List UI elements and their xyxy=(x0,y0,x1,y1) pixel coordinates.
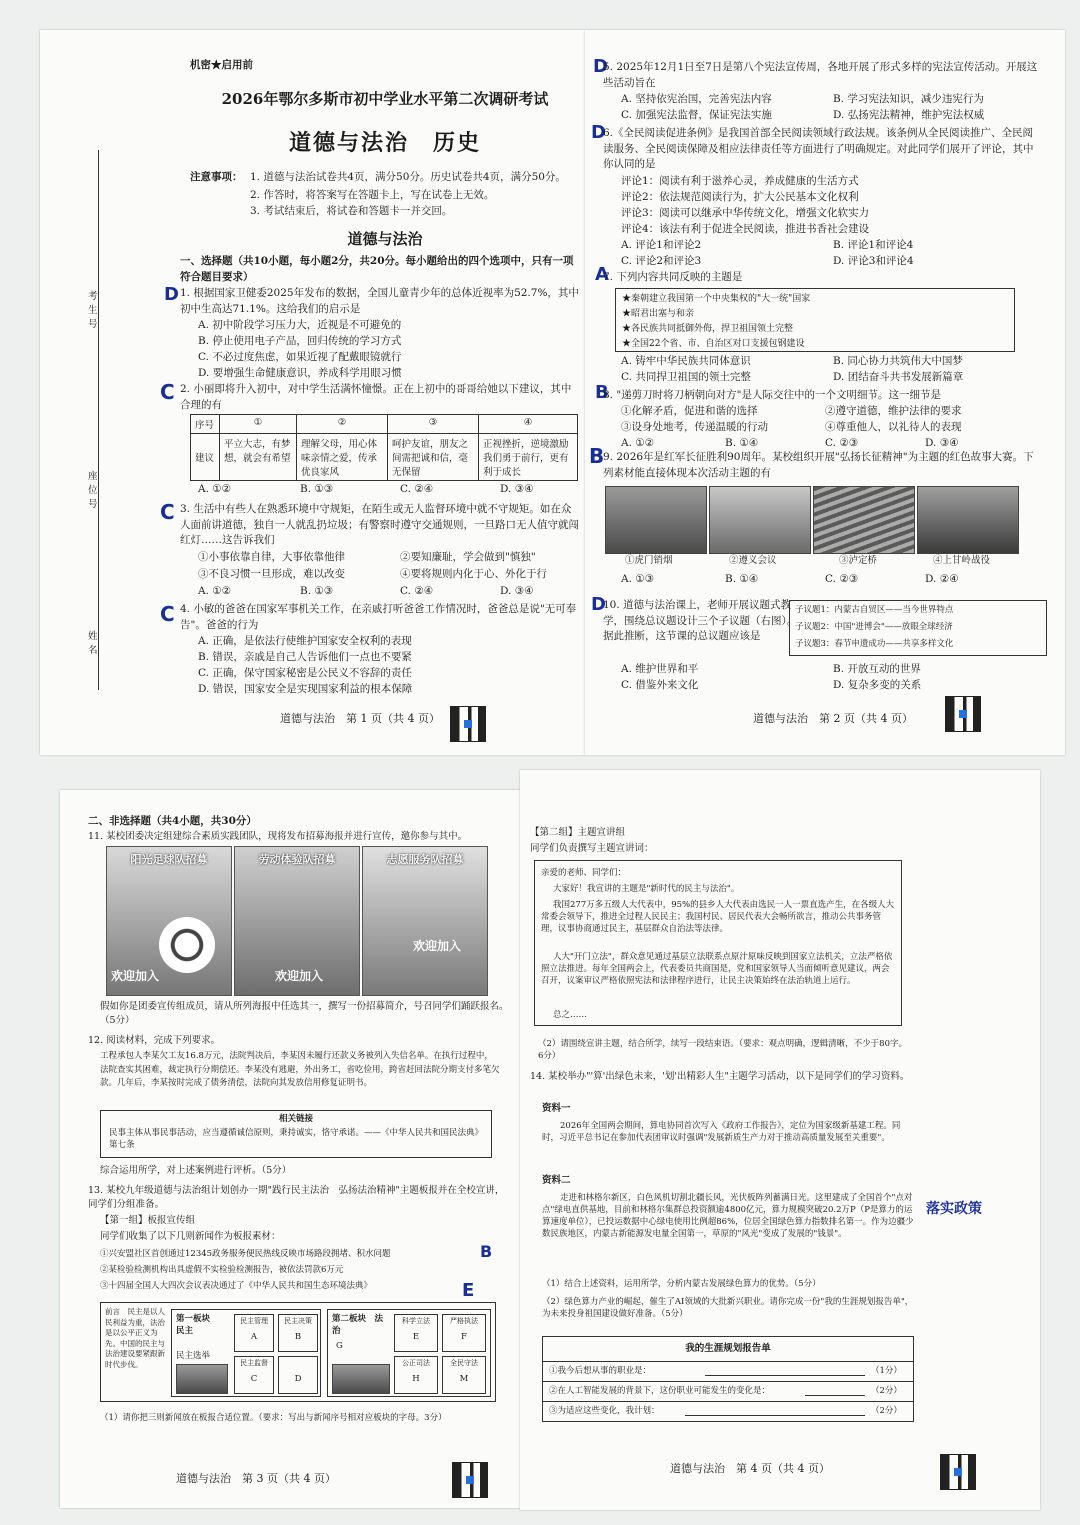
handwritten-mark: C xyxy=(160,602,175,626)
board1-cell xyxy=(278,1356,318,1394)
q13-stem: 13. 某校九年级道德与法治组计划创办一期"践行民主法治 弘扬法治精神"主题板报并在全校宣讲，同学们分组准备。 xyxy=(88,1185,505,1210)
q5-option-c: C. 加强宪法监督，保证宪法实施 xyxy=(621,109,772,121)
q1-option-c: C. 不必过度焦虑，如果近视了配戴眼镜就行 xyxy=(198,351,402,363)
q4-stem: 4. 小敏的爸爸在国家军事机关工作，在亲戚打听爸爸工作情况时，爸爸总是说"无可奉告"。爸爸的行为 xyxy=(180,603,577,631)
exam-page-2 xyxy=(585,30,1065,755)
q12-link-box xyxy=(100,1110,492,1158)
q2-table xyxy=(190,414,578,481)
handwritten-mark: B xyxy=(595,382,609,403)
q13-task2: （2）请围绕宣讲主题，结合所学，续写一段结束语。（要求：观点明确，逻辑清晰，不少于80字。6分） xyxy=(538,1039,907,1061)
q10-sub-2: 子议题2：中国"进博会"——放眼全球经济 xyxy=(795,622,953,632)
poster-title: 志愿服务队招募 xyxy=(386,853,464,866)
board1-title: 第一板块 民主 xyxy=(176,1314,219,1336)
q2-option-d: D. ③④ xyxy=(500,483,534,495)
q3-stem: 3. 生活中有些人在熟悉环境中守规矩，在陌生或无人监督环境中就不守规矩。如在众人面前讲道德，独自一人就乱扔垃圾；有警察时遵守交通规则，一旦路口无人值守就闯红灯……这告诉我们 xyxy=(180,503,579,546)
q4-option-b: B. 错误，亲戚是自己人告诉他们一点也不要紧 xyxy=(198,651,412,663)
q2-option-b: B. ①③ xyxy=(300,483,334,495)
board1-cell-letter: A xyxy=(250,1332,258,1342)
photo-humen xyxy=(605,486,707,554)
page-footer: 道德与法治 第 4 页（共 4 页） xyxy=(670,1462,830,1475)
board2-cell xyxy=(442,1356,486,1394)
page-footer: 道德与法治 第 2 页（共 4 页） xyxy=(753,712,913,725)
speech-line-0: 亲爱的老师、同学们： xyxy=(541,868,627,878)
q10-option-c: C. 借鉴外来文化 xyxy=(621,679,699,691)
q9-option-d: D. ②④ xyxy=(925,573,959,585)
side-label-name: 姓名 xyxy=(88,631,98,656)
photo-shangganling xyxy=(917,486,1019,554)
speech-box xyxy=(534,860,902,1026)
material1-text: 2026年全国两会期间，算电协同首次写入《政府工作报告》，定位为国家级新基建工程。同时，习近平总书记在参加代表团审议时强调"发展新质生产力对于推动高质量发展至关重要"。 xyxy=(542,1121,901,1143)
q8-option-a: A. ①② xyxy=(621,437,655,449)
poster-football xyxy=(106,846,232,996)
board2-cell-letter: G xyxy=(336,1341,343,1351)
board1-photo xyxy=(176,1364,228,1394)
q12-text: 工程承包人李某欠工友16.8万元，法院判决后，李某因未履行还款义务被列入失信名单。在执行过程中，法院查实其困难，裁定执行分期偿还。李某没有逃避，外出务工，省吃俭用，跨省赶回法院分期支付多笔欠款。几年后，李某按时完成了债务清偿，法院向其发放信用修复证明书。 xyxy=(100,1051,500,1088)
q13-task1: （1）请你把三则新闻放在板报合适位置。（要求：写出与新闻序号相对应板块的字母。3分） xyxy=(100,1413,447,1423)
q2-row-label: 建议 xyxy=(191,434,220,481)
part2-heading: 二、非选择题（共4小题，共30分） xyxy=(88,815,257,827)
handwritten-mark: D xyxy=(591,594,606,615)
q2-option-c: C. ②④ xyxy=(400,483,434,495)
q1-stem: 1. 根据国家卫健委2025年发布的数据，全国儿童青少年的总体近视率为52.7%，其中初中生高达71.1%。这给我们的启示是 xyxy=(180,287,579,315)
q12-link-title: 相关链接 xyxy=(278,1114,313,1124)
board2-cell-label: 科学立法 xyxy=(402,1317,430,1325)
q12-task: 综合运用所学，对上述案例进行评析。（5分） xyxy=(100,1165,292,1176)
q11-stem: 11. 某校团委决定组建综合素质实践团队，现将发布招募海报并进行宣传，邀你参与其中。 xyxy=(88,831,468,842)
report-row-2-answer[interactable] xyxy=(805,1395,865,1396)
q9-caption-4: ④上甘岭战役 xyxy=(933,555,991,566)
q8-option-b: B. ①④ xyxy=(725,437,759,449)
group2-intro: 同学们负责撰写主题宣讲词： xyxy=(530,843,654,854)
q2-head-4: ④ xyxy=(479,415,578,434)
poster-welcome: 欢迎加入 xyxy=(413,939,462,953)
q11-task: 假如你是团委宣传组成员，请从所列海报中任选其一，撰写一份招募简介，号召同学们踊跃报名。（5分） xyxy=(100,1001,509,1026)
q7-option-b: B. 同心协力共筑伟大中国梦 xyxy=(833,355,963,367)
board2-cell-letter: F xyxy=(461,1332,467,1342)
q10-option-d: D. 复杂多变的关系 xyxy=(833,679,922,691)
board1-cell-letter: C xyxy=(250,1374,258,1384)
speech-line-1: 大家好！我宣讲的主题是"新时代的民主与法治"。 xyxy=(553,884,740,894)
q5-option-d: D. 弘扬宪法精神，维护宪法权威 xyxy=(833,109,985,121)
binding-line xyxy=(98,150,99,690)
q5-option-b: B. 学习宪法知识，减少违宪行为 xyxy=(833,93,984,105)
report-divider xyxy=(543,1401,913,1402)
q6-option-c: C. 评论2和评论3 xyxy=(621,255,702,267)
q6-option-a: A. 评论1和评论2 xyxy=(621,239,702,251)
q9-caption-2: ②遵义会议 xyxy=(729,555,777,566)
q8-item-2: ②遵守道德，维护法律的要求 xyxy=(825,405,962,417)
q3-option-b: B. ①③ xyxy=(300,585,334,597)
board1-cell xyxy=(234,1356,274,1394)
q2-head-3: ③ xyxy=(388,415,479,434)
q1-option-a: A. 初中阶段学习压力大，近视是不可避免的 xyxy=(198,319,402,331)
report-row-3-answer[interactable] xyxy=(685,1415,865,1416)
handwritten-mark: C xyxy=(160,380,175,404)
report-row-3-label: ③为适应这些变化，我计划： xyxy=(549,1406,660,1416)
q10-stem: 10. 道德与法治课上，老师开展议题式教学，围绕总议题设计三个子议题（右图）。据此推断，这节课的总议题应该是 xyxy=(603,599,798,642)
exam-page-3 xyxy=(60,790,520,1508)
poster-welcome: 欢迎加入 xyxy=(275,969,324,983)
poster-labor xyxy=(234,846,360,996)
news-1: ①兴安盟社区首创通过12345政务服务便民热线反映市场路段拥堵、积水问题 xyxy=(100,1249,391,1259)
page-footer: 道德与法治 第 1 页（共 4 页） xyxy=(280,712,440,725)
board1-cell xyxy=(278,1314,318,1352)
exam-page-4 xyxy=(520,770,1040,1510)
board2-cell-letter: M xyxy=(459,1374,469,1384)
football-icon xyxy=(159,917,215,973)
q10-sub-3: 子议题3：春节申遗成功——共享多样文化 xyxy=(795,639,954,649)
board2-cell-label: 公正司法 xyxy=(402,1359,430,1367)
q7-item-2: ★昭君出塞与和亲 xyxy=(622,309,695,319)
q1-option-b: B. 停止使用电子产品，回归传统的学习方式 xyxy=(198,335,402,347)
q2-cell-4: 正视挫折，逆境激励我们勇于前行，更有利于成长 xyxy=(479,434,578,481)
q7-option-c: C. 共同捍卫祖国的领土完整 xyxy=(621,371,751,383)
q3-item-2: ②要知廉耻，学会做到"慎独" xyxy=(400,551,536,563)
news-2: ②某检验检测机构出具虚假不实检验检测报告，被依法罚款6万元 xyxy=(100,1265,344,1275)
q14-stem: 14. 某校举办"'算'出绿色未来，'划'出精彩人生"主题学习活动，以下是同学们的学习资料。 xyxy=(530,1071,910,1082)
q7-box xyxy=(615,288,1015,352)
q3-option-a: A. ①② xyxy=(198,585,232,597)
q10-option-b: B. 开放互动的世界 xyxy=(833,663,921,675)
report-row-1-label: ①我今后想从事的职业是： xyxy=(549,1366,652,1376)
news-3: ③十四届全国人大四次会议表决通过了《中华人民共和国生态环境法典》 xyxy=(100,1281,373,1291)
q6-comment-1: 评论1：阅读有利于滋养心灵，养成健康的生活方式 xyxy=(621,175,859,187)
board2-cell xyxy=(394,1356,438,1394)
group2-title: 【第二组】主题宣讲组 xyxy=(530,827,626,838)
notice-2: 2. 作答时，将答案写在答题卡上，写在试卷上无效。 xyxy=(250,189,495,201)
board1-cell-label: 民主管理 xyxy=(240,1317,268,1325)
q9-option-a: A. ①③ xyxy=(621,573,655,585)
board1-sub: 民主选举 xyxy=(176,1351,211,1361)
speech-line-3: 人大"开门立法"，群众意见通过基层立法联系点原汁原味反映到国家立法机关，立法严格依照立法推进。每年全国两会上，代表委员共商国是，党和国家领导人当面倾听意见建议，两会召开，议案审议严格依照宪法和法律程序进行，让民主决策始终在法治轨道上运行。 xyxy=(541,952,893,986)
handwritten-mark: B xyxy=(480,1242,493,1261)
side-label-exam-no: 考生号 xyxy=(88,291,98,330)
speech-line-2: 我国277万多五级人大代表中，95%的县乡人大代表由选民一人一票直选产生，在各级人大常委会领导下，推进全过程人民民主；我国村民、居民代表大会畅所欲言，推动公共事务管理，议事协商通过民主，基层群众自治法等法律。 xyxy=(541,900,895,934)
q2-option-a: A. ①② xyxy=(198,483,232,495)
q7-item-4: ★全国22个省、市、自治区对口支援包钢建设 xyxy=(622,339,805,349)
board1-cell-letter: B xyxy=(294,1332,302,1342)
subject-title: 道德与法治 历史 xyxy=(288,130,481,156)
report-divider xyxy=(543,1361,913,1362)
q3-item-4: ④要将规则内化于心、外化于行 xyxy=(400,568,547,580)
handwritten-note: 落实政策 xyxy=(926,1201,982,1217)
q9-stem: 9. 2026年是红军长征胜利90周年。某校组织开展"弘扬长征精神"为主题的红色故事大赛。下列素材能直接体现本次活动主题的有 xyxy=(603,451,1034,479)
handwritten-mark: D xyxy=(164,284,179,305)
q4-option-a: A. 正确，是依法行使维护国家安全权利的表现 xyxy=(198,635,412,647)
material1-label: 资料一 xyxy=(542,1103,571,1114)
notice-label: 注意事项： xyxy=(190,171,243,183)
board1-cell xyxy=(234,1314,274,1352)
q9-caption-1: ①虎门销烟 xyxy=(625,555,673,566)
q8-option-d: D. ③④ xyxy=(925,437,959,449)
q8-option-c: C. ②③ xyxy=(825,437,859,449)
part1-heading: 一、选择题（共10小题，每小题2分，共20分。每小题给出的四个选项中，只有一项符合题目要求） xyxy=(180,255,574,283)
q6-option-b: B. 评论1和评论4 xyxy=(833,239,914,251)
speech-line-4: 总之…… xyxy=(553,1010,588,1020)
q7-option-d: D. 团结奋斗共书发展新篇章 xyxy=(833,371,964,383)
board-section-democracy xyxy=(171,1309,321,1397)
handwritten-mark: B xyxy=(589,444,605,468)
q6-stem: 6.《全民阅读促进条例》是我国首部全民阅读领域行政法规。该条例从全民阅读推广、全民阅读服务、全民阅读保障及相应法律责任等方面进行了明确规定。对此同学们展开了评论，其中你认同的是 xyxy=(603,127,1034,170)
q7-item-3: ★各民族共同抵御外侮，捍卫祖国领土完整 xyxy=(622,324,794,334)
q3-item-1: ①小事依靠自律，大事依靠他律 xyxy=(198,551,345,563)
q8-item-3: ③设身处地考，传递温暖的行动 xyxy=(621,421,768,433)
confidential-label: 机密★启用前 xyxy=(190,59,253,71)
board-section-rule-of-law xyxy=(327,1309,491,1397)
q10-box xyxy=(789,600,1047,656)
q9-caption-3: ③泸定桥 xyxy=(839,555,878,566)
board2-cell xyxy=(394,1314,438,1352)
material2-label: 资料二 xyxy=(542,1175,571,1186)
q8-stem: 8. "递剪刀时将刀柄朝向对方"是人际交往中的一个文明细节。这一细节是 xyxy=(603,389,942,401)
poster-welcome: 欢迎加入 xyxy=(111,969,160,983)
q4-option-d: D. 错误，国家安全是实现国家利益的根本保障 xyxy=(198,683,413,695)
board2-cell-letter: H xyxy=(412,1374,420,1384)
group1-intro: 同学们收集了以下几则新闻作为板报素材： xyxy=(100,1231,281,1242)
report-row-2-score: （2分） xyxy=(871,1386,902,1396)
board2-cell-label: 严格执法 xyxy=(450,1317,478,1325)
board2-cell-label: 全民守法 xyxy=(450,1359,478,1367)
handwritten-mark: D xyxy=(593,56,608,77)
q2-stem: 2. 小丽即将升入初中，对中学生活满怀憧憬。正在上初中的哥哥给她以下建议，其中合理的有 xyxy=(180,383,572,411)
board2-photo xyxy=(332,1364,390,1394)
q10-sub-1: 子议题1：内蒙古自贸区——当今世界特点 xyxy=(795,605,954,615)
q12-link-text: 民事主体从事民事活动，应当遵循诚信原则，秉持诚实，恪守承诺。——《中华人民共和国民法典》第七条 xyxy=(109,1128,484,1150)
q2-cell-2: 理解父母，用心体味亲情之爱，传承优良家风 xyxy=(297,434,388,481)
group1-title: 【第一组】板报宣传组 xyxy=(100,1215,196,1226)
q5-stem: 5. 2025年12月1日至7日是第八个宪法宣传周，各地开展了形式多样的宪法宣传活动。开展这些活动旨在 xyxy=(603,61,1038,89)
board1-cell-letter: D xyxy=(294,1374,302,1384)
q8-item-1: ①化解矛盾，促进和谐的选择 xyxy=(621,405,758,417)
q6-option-d: D. 评论3和评论4 xyxy=(833,255,914,267)
exam-page-1 xyxy=(40,30,585,755)
q2-head-0: 序号 xyxy=(191,415,220,434)
q10-option-a: A. 维护世界和平 xyxy=(621,663,699,675)
q3-option-c: C. ②④ xyxy=(400,585,434,597)
board1-cell-label: 民主决策 xyxy=(284,1317,312,1325)
poster-title: 阳光足球队招募 xyxy=(130,853,208,866)
q1-option-d: D. 要增强生命健康意识，养成科学用眼习惯 xyxy=(198,367,402,379)
handwritten-mark: C xyxy=(160,500,175,524)
q5-option-a: A. 坚持依宪治国，完善宪法内容 xyxy=(621,93,772,105)
notice-1: 1. 道德与法治试卷共4页，满分50分。历史试卷共4页，满分50分。 xyxy=(250,171,566,183)
poster-title: 劳动体验队招募 xyxy=(258,853,336,866)
report-row-1-score: （1分） xyxy=(871,1366,902,1376)
q7-option-a: A. 铸牢中华民族共同体意识 xyxy=(621,355,751,367)
qr-code-icon xyxy=(450,706,486,742)
board1-cell-label: 民主监督 xyxy=(240,1359,268,1367)
poster-volunteer xyxy=(362,846,488,996)
photo-luding-bridge xyxy=(813,486,915,554)
q3-option-d: D. ③④ xyxy=(500,585,534,597)
q6-comment-3: 评论3：阅读可以继承中华传统文化，增强文化软实力 xyxy=(621,207,870,219)
report-row-1-answer[interactable] xyxy=(705,1375,865,1376)
q9-option-c: C. ②③ xyxy=(825,573,859,585)
notice-3: 3. 考试结束后，将试卷和答题卡一并交回。 xyxy=(250,205,453,217)
q6-comment-2: 评论2：依法规范阅读行为，扩大公民基本文化权利 xyxy=(621,191,859,203)
handwritten-mark: A xyxy=(595,264,609,285)
board2-cell xyxy=(442,1314,486,1352)
q14-task2: （2）绿色算力产业的崛起，催生了AI领域的大批新兴职业。请你完成一份"我的生涯规划报告单"，为未来投身祖国建设做好准备。（5分） xyxy=(542,1297,914,1319)
section-name: 道德与法治 xyxy=(347,230,423,248)
exam-title: 2026年鄂尔多斯市初中学业水平第二次调研考试 xyxy=(221,90,549,108)
board xyxy=(100,1302,496,1402)
q7-item-1: ★秦朝建立我国第一个中央集权的"大一统"国家 xyxy=(622,294,811,304)
q2-cell-1: 平立大志，有梦想，就会有希望 xyxy=(220,434,297,481)
q6-comment-4: 评论4：该法有利于促进全民阅读，推进书香社会建设 xyxy=(621,223,870,235)
career-report-table xyxy=(542,1336,914,1422)
q4-option-c: C. 正确，保守国家秘密是公民义不容辞的责任 xyxy=(198,667,412,679)
board2-cell-letter: E xyxy=(412,1332,420,1342)
qr-code-icon xyxy=(940,1454,976,1490)
board-preface: 前言 民主是以人民利益为重，法治是以公平正义为先。中国的民主与法治建设要紧跟新时代步伐。 xyxy=(105,1307,165,1369)
q2-cell-3: 呵护友谊，朋友之间需把诚和信，毫无保留 xyxy=(388,434,479,481)
qr-code-icon xyxy=(945,696,981,732)
q14-task1: （1）结合上述资料，运用所学，分析内蒙古发展绿色算力的优势。（5分） xyxy=(542,1279,821,1289)
report-title: 我的生涯规划报告单 xyxy=(685,1343,771,1354)
page-footer: 道德与法治 第 3 页（共 4 页） xyxy=(176,1472,336,1485)
material2-text: 走进和林格尔新区，白色风机切割北疆长风，光伏板阵列蓄满日光。这里建成了全国首个"点对点"绿电直供基地，目前和林格尔集群总投资额逾4800亿元，算力规模突破20.2万P（P是算力的运算速度单位），已投运数据中心绿电使用比例超86%，位居全国绿色算力指数排名第一。作为边疆少数民族地区，内蒙古新能源发电量全国第一，草原的"风光"变成了发展的"钱景"。 xyxy=(542,1193,914,1239)
q12-stem: 12. 阅读材料，完成下列要求。 xyxy=(88,1035,221,1046)
report-row-3-score: （2分） xyxy=(871,1406,902,1416)
qr-code-icon xyxy=(452,1462,488,1498)
handwritten-mark: D xyxy=(591,122,606,143)
q2-head-2: ② xyxy=(297,415,388,434)
report-row-2-label: ②在人工智能发展的背景下，这份职业可能发生的变化是： xyxy=(549,1386,771,1396)
q2-head-1: ① xyxy=(220,415,297,434)
q9-option-b: B. ①④ xyxy=(725,573,759,585)
q3-item-3: ③不良习惯一旦形成，难以改变 xyxy=(198,568,345,580)
photo-zunyi xyxy=(709,486,811,554)
board2-title: 第二板块 法治 xyxy=(332,1314,384,1336)
handwritten-mark: E xyxy=(462,1280,475,1301)
report-divider xyxy=(543,1381,913,1382)
side-label-seat-no: 座位号 xyxy=(88,471,98,510)
q7-stem: 7. 下列内容共同反映的主题是 xyxy=(603,271,743,283)
q8-item-4: ④尊重他人，以礼待人的表现 xyxy=(825,421,962,433)
